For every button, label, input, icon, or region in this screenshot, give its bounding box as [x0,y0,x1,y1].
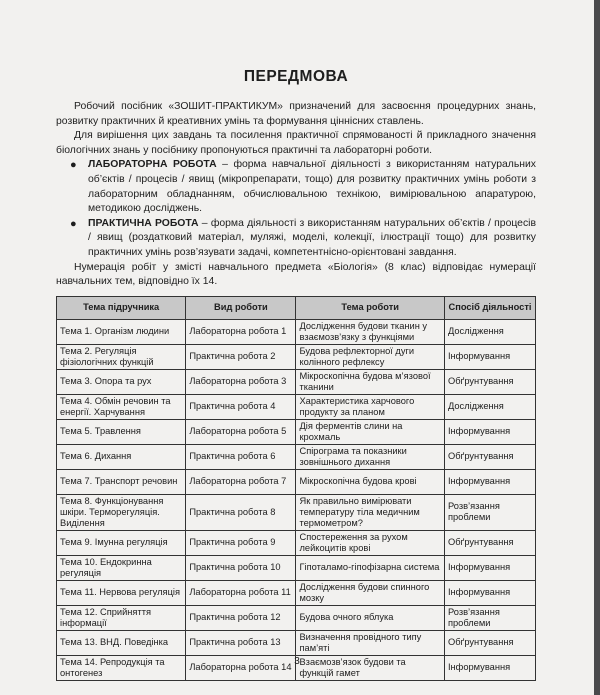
cell-work-topic: Спірограма та показники зовнішнього дихання [296,444,444,469]
definition-practical-work [70,217,536,261]
cell-work-topic: Дослідження будови спинного мозку [296,580,444,605]
cell-work-type: Практична робота 6 [186,444,296,469]
table-row [57,580,536,605]
definition-lab-work [70,158,536,216]
definition-text: – форма навчальної діяльності з використанням натуральних об’єктів / процесів / явищ (мікропрепарати, тощо) для розвитку практичних умінь роботи з лабораторним обладнанням, обчислювальною технікою, вимірювальною апаратурою, методикою досліджень. [88,159,536,215]
definition-term: ЛАБОРАТОРНА РОБОТА [88,159,217,171]
column-header-work-topic: Тема роботи [296,296,444,319]
intro-paragraph-1: Робочий посібник «ЗОШИТ-ПРАКТИКУМ» призначений для засвоєння процедурних знань, розвитку практичних й креативних умінь та формування ціннісних ставлень. [56,101,536,127]
cell-activity: Дослідження [444,319,535,344]
cell-topic: Тема 6. Дихання [57,444,186,469]
cell-work-topic: Дослідження будови тканин у взаємозв’язку з функціями [296,319,444,344]
cell-work-type: Практична робота 10 [186,555,296,580]
cell-topic: Тема 2. Регуляція фізіологічних функцій [57,344,186,369]
cell-work-topic: Мікроскопічна будова крові [296,469,444,494]
cell-activity: Інформування [444,419,535,444]
cell-work-type: Практична робота 2 [186,344,296,369]
cell-work-topic: Спостереження за рухом лейкоцитів крові [296,530,444,555]
cell-activity: Інформування [444,655,535,680]
cell-work-type: Лабораторна робота 3 [186,369,296,394]
cell-work-topic: Будова рефлекторної дуги колінного рефлексу [296,344,444,369]
table-header-row [57,296,536,319]
page-number: 3 [294,656,300,667]
cell-activity: Обґрунтування [444,530,535,555]
page-title: ПЕРЕДМОВА [243,68,349,85]
cell-work-type: Практична робота 9 [186,530,296,555]
definition-list [56,158,536,260]
cell-work-type: Лабораторна робота 14 [186,655,296,680]
works-table [56,296,536,681]
table-body [57,319,536,680]
table-row [57,394,536,419]
cell-activity: Обґрунтування [444,369,535,394]
cell-work-type: Практична робота 8 [186,494,296,530]
cell-topic: Тема 5. Травлення [57,419,186,444]
cell-work-topic: Мікроскопічна будова м’язової тканини [296,369,444,394]
cell-activity: Інформування [444,580,535,605]
table-row [57,494,536,530]
cell-work-topic: Як правильно вимірювати температуру тіла медичним термометром? [296,494,444,530]
cell-activity: Інформування [444,555,535,580]
cell-topic: Тема 9. Імунна регуляція [57,530,186,555]
cell-activity: Розв’язання проблеми [444,494,535,530]
cell-work-type: Практична робота 4 [186,394,296,419]
cell-work-type: Лабораторна робота 1 [186,319,296,344]
table-row [57,344,536,369]
cell-activity: Дослідження [444,394,535,419]
column-header-work-type: Вид роботи [186,296,296,319]
bullet-icon: ● [70,217,77,230]
cell-activity: Розв’язання проблеми [444,605,535,630]
table-row [57,444,536,469]
definition-text: – форма діяльності з використанням натуральних об’єктів / процесів / явищ (роздатковий матеріал, муляжі, моделі, колекції, ілюстрації тощо) для розвитку практичних умінь розв’язувати задачі, компетентнісно-орієнтовані завдання. [88,217,536,258]
column-header-activity: Спосіб діяльності [444,296,535,319]
cell-work-type: Практична робота 12 [186,605,296,630]
cell-work-topic: Характеристика харчового продукту за планом [296,394,444,419]
cell-work-topic: Гіпоталамо-гіпофізарна система [296,555,444,580]
cell-topic: Тема 8. Функціонування шкіри. Терморегуляція. Виділення [57,494,186,530]
cell-activity: Інформування [444,469,535,494]
cell-topic: Тема 1. Організм людини [57,319,186,344]
cell-work-topic: Дія ферментів слини на крохмаль [296,419,444,444]
cell-topic: Тема 10. Ендокринна регуляція [57,555,186,580]
intro-paragraph-2: Для вирішення цих завдань та посилення практичної спрямованості й прикладного значення біологічних знань у посібнику пропонуються практичні та лабораторні роботи. [56,130,536,156]
cell-activity: Інформування [444,344,535,369]
table-row [57,530,536,555]
bullet-icon: ● [70,159,77,172]
cell-topic: Тема 11. Нервова регуляція [57,580,186,605]
cell-topic: Тема 12. Сприйняття інформації [57,605,186,630]
column-header-topic: Тема підручника [57,296,186,319]
table-row [57,319,536,344]
cell-work-topic: Визначення провідного типу пам’яті [296,630,444,655]
cell-topic: Тема 7. Транспорт речовин [57,469,186,494]
cell-work-type: Лабораторна робота 7 [186,469,296,494]
cell-work-type: Практична робота 13 [186,630,296,655]
cell-work-topic: Взаємозв’язок будови та функцій гамет [296,655,444,680]
cell-activity: Обґрунтування [444,444,535,469]
table-row [57,555,536,580]
cell-work-type: Лабораторна робота 11 [186,580,296,605]
numbering-paragraph: Нумерація робіт у змісті навчального предмета «Біологія» (8 клас) відповідає нумерації навчальних тем, відповідно їх 14. [56,261,536,288]
cell-work-type: Лабораторна робота 5 [186,419,296,444]
table-row [57,469,536,494]
table-row [57,630,536,655]
cell-topic: Тема 4. Обмін речовин та енергії. Харчування [57,394,186,419]
table-row [57,605,536,630]
cell-topic: Тема 3. Опора та рух [57,369,186,394]
cell-topic: Тема 13. ВНД. Поведінка [57,630,186,655]
cell-work-topic: Будова очного яблука [296,605,444,630]
definition-term: ПРАКТИЧНА РОБОТА [88,217,199,229]
table-row [57,419,536,444]
cell-topic: Тема 14. Репродукція та онтогенез [57,655,186,680]
cell-activity: Обґрунтування [444,630,535,655]
table-row [57,369,536,394]
